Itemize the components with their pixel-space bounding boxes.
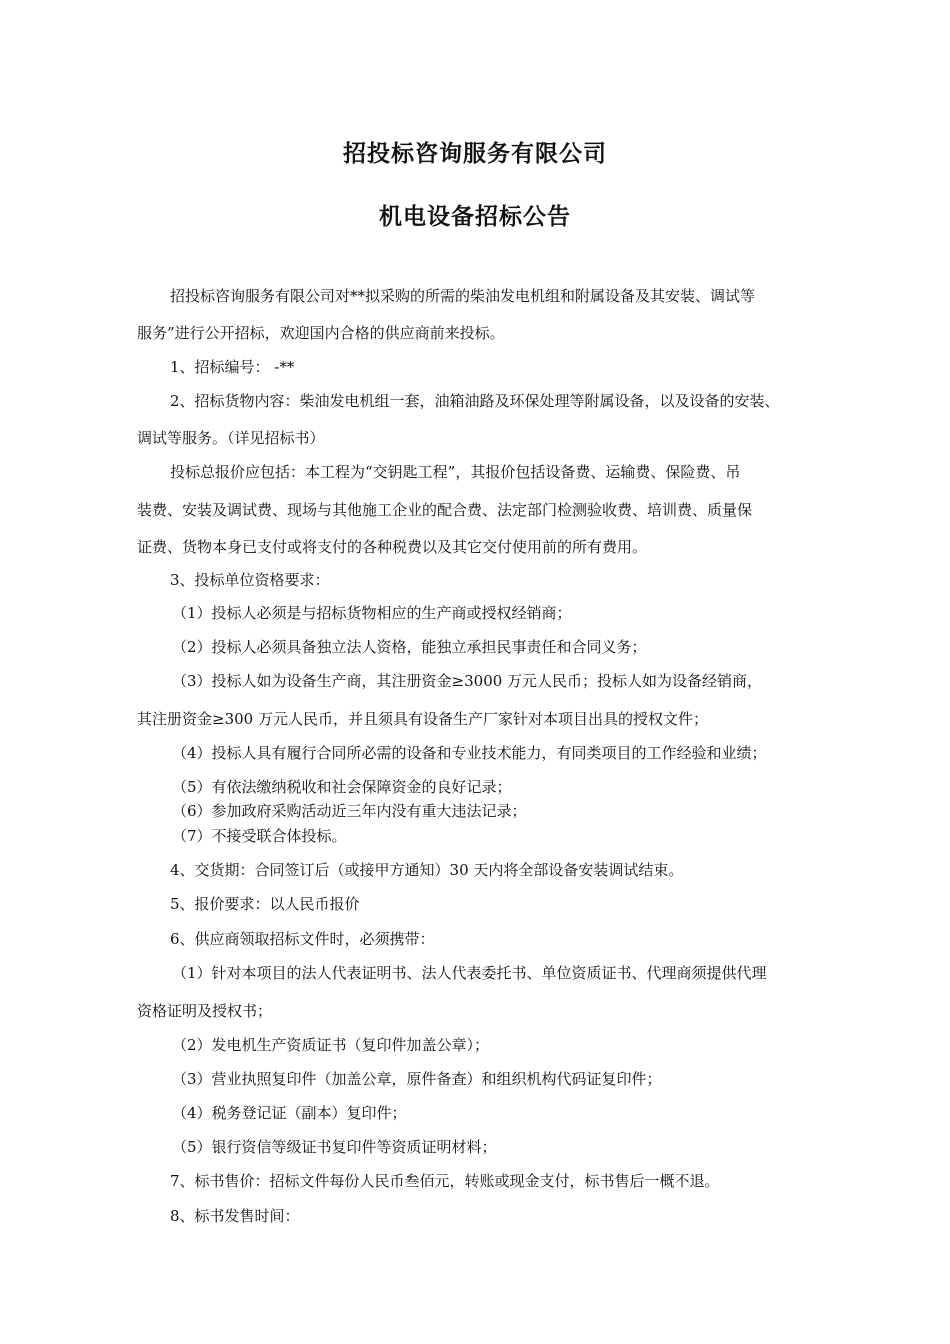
price-scope-line-3: 证费、货物本身已支付或将支付的各种税费以及其它交付使用前的所有费用。 [137,538,648,556]
intro-line-1: 招投标咨询服务有限公司对**拟采购的所需的柴油发电机组和附属设备及其安装、调试等 [170,287,756,305]
section-3-item-4: （4）投标人具有履行合同所必需的设备和专业技术能力，有同类项目的工作经验和业绩； [172,744,767,762]
section-3-item-5: （5）有依法缴纳税收和社会保障资金的良好记录； [172,778,512,796]
company-title: 招投标咨询服务有限公司 [343,141,607,167]
section-6-item-1-line-2: 资格证明及授权书； [137,1002,273,1020]
section-3-item-3-line-1: （3）投标人如为设备生产商，其注册资金≥3000 万元人民币；投标人如为设备经销商， [172,672,763,690]
section-6-item-1-line-1: （1）针对本项目的法人代表证明书、法人代表委托书、单位资质证书、代理商须提供代理 [172,964,767,982]
section-5-quote: 5、报价要求：以人民币报价 [170,895,360,913]
section-6-item-5: （5）银行资信等级证书复印件等资质证明材料； [172,1138,497,1156]
section-2-line-1: 2、招标货物内容：柴油发电机组一套，油箱油路及环保处理等附属设备，以及设备的安装、 [170,392,780,410]
section-6-item-3: （3）营业执照复印件（加盖公章，原件备查）和组织机构代码证复印件； [172,1070,662,1088]
price-scope-line-1: 投标总报价应包括：本工程为“交钥匙工程”，其报价包括设备费、运输费、保险费、吊 [170,463,741,481]
section-2-line-2: 调试等服务。（详见招标书） [137,429,325,447]
section-1-tender-number: 1、招标编号： -** [170,358,295,376]
section-3-item-1: （1）投标人必须是与招标货物相应的生产商或授权经销商； [172,604,572,622]
notice-title: 机电设备招标公告 [379,204,571,230]
section-3-heading: 3、投标单位资格要求： [170,571,330,589]
section-7-price: 7、标书售价：招标文件每份人民币叁佰元，转账或现金支付，标书售后一概不退。 [170,1172,720,1190]
intro-line-2: 服务”进行公开招标，欢迎国内合格的供应商前来投标。 [137,324,505,342]
section-6-heading: 6、供应商领取招标文件时，必须携带： [170,930,435,948]
section-6-item-4: （4）税务登记证（副本）复印件； [172,1104,407,1122]
section-4-delivery: 4、交货期：合同签订后（或接甲方通知）30 天内将全部设备安装调试结束。 [170,861,684,879]
section-8-sale-time: 8、标书发售时间： [170,1207,300,1225]
section-6-item-2: （2）发电机生产资质证书（复印件加盖公章）； [172,1036,490,1054]
section-3-item-3-line-2: 其注册资金≥300 万元人民币，并且须具有设备生产厂家针对本项目出具的授权文件； [137,710,708,728]
section-3-item-7: （7）不接受联合体投标。 [172,827,347,845]
section-3-item-2: （2）投标人必须具备独立法人资格，能独立承担民事责任和合同义务； [172,638,647,656]
section-3-item-6: （6）参加政府采购活动近三年内没有重大违法记录； [172,802,527,820]
price-scope-line-2: 装费、安装及调试费、现场与其他施工企业的配合费、法定部门检测验收费、培训费、质量保 [137,501,753,519]
